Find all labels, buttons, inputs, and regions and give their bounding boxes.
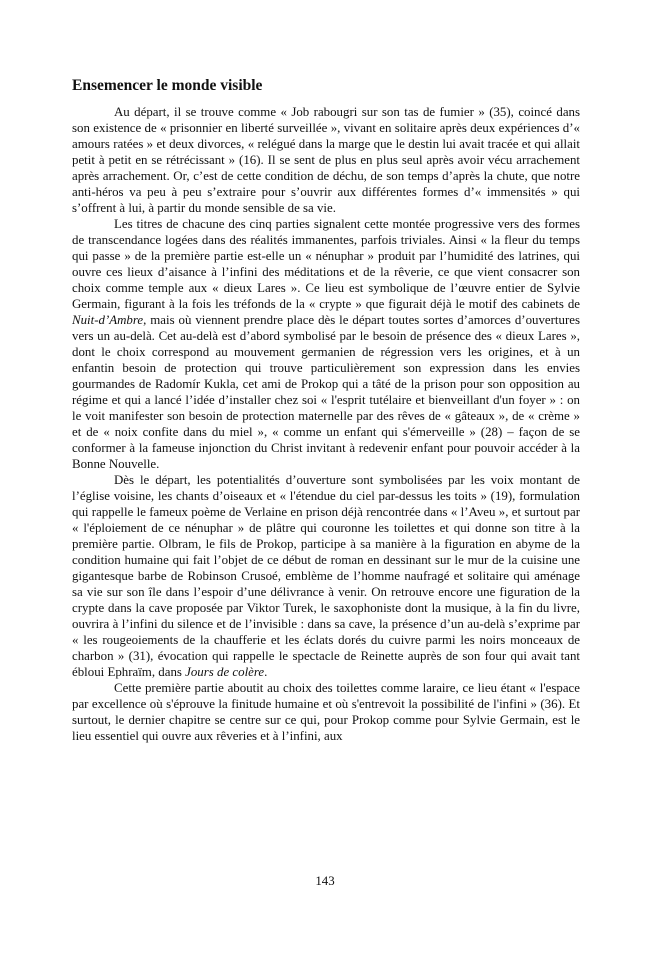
page-body (72, 76, 580, 744)
paragraph-3-text-a: Dès le départ, les potentialités d’ouverture sont symbolisées par les voix montant de l’église voisine, les chants d’oiseaux et « l'étendue du ciel par-dessus les toits » (19), formulation qui rappelle le fameux poème de Verlaine en prison déjà rencontrée dans « l’Aveu », et surtout par « l'éploiement de ce nénuphar » de plâtre qui couronne les toilettes et qui donne son titre à la première partie. Olbram, le fils de Prokop, participe à sa manière à la figuration en abyme de la condition humaine qui fait l’objet de ce début de roman en dessinant sur le mur de la cuisine une gigantesque barbe de Robinson Crusoé, emblème de l’homme naufragé et solitaire qui aménage sa vie sur son île dans l’espoir d’une délivrance à venir. On retrouve encore une figuration de la crypte dans la cave proposée par Viktor Turek, le saxophoniste dont la musique, à la fin du livre, ouvrira à l’infini du silence et de l’invisible : dans sa cave, la présence d’un au-delà s’exprime par « les rougeoiements de la chaufferie et les éclats dorés du cuivre parmi les noirs monceaux de charbon » (31), évocation qui rappelle le spectacle de Reinette auprès de son four qui avait tant ébloui Ephraïm, dans (72, 473, 580, 679)
paragraph-3 (72, 472, 580, 680)
paragraph-1 (72, 104, 580, 216)
paragraph-3-text-b: . (264, 665, 268, 679)
paragraph-2-text-b: , mais où viennent prendre place dès le départ toutes sortes d’amorces d’ouvertures vers un au-delà. Cet au-delà est d’abord symbolisé par le besoin de présence des « dieux Lares », dont le choix correspond au mouvement germanien de régression vers les origines, et à un enfantin besoin de protection qui trouve particulièrement son expression dans les envies gourmandes de Radomír Kukla, cet ami de Prokop qui a tâté de la prison pour son opposition au régime et qui a lancé l’idée d’installer chez soi « l'esprit tutélaire et bienveillant d'un foyer » : on le voit manifester son besoin de protection maternelle par des rêves de « gâteaux », de « crème » et de « noix confite dans du miel », « comme un enfant qui s'émerveille » (28) – façon de se conformer à la fameuse injonction du Christ invitant à redevenir enfant pour pouvoir accéder à la Bonne Nouvelle. (72, 313, 580, 471)
paragraph-2-text-a: Les titres de chacune des cinq parties signalent cette montée progressive vers des formes de transcendance logées dans des réalités immanentes, parfois triviales. Ainsi « la fleur du temps qui passe » de la première partie est-elle un « nénuphar » produit par l’humidité des latrines, qui ouvre ces lieux d’aisance à l’infini des méditations et de la rêverie, ce que vient consacrer son choix comme temple aux « dieux Lares ». Ce lieu est symbolique de l’œuvre entier de Sylvie Germain, figurant à la fois les tréfonds de la « crypte » que figurait déjà le motif des cabinets de (72, 217, 580, 311)
section-heading: Ensemencer le monde visible (72, 77, 263, 94)
page-number: 143 (315, 874, 335, 888)
paragraph-2 (72, 216, 580, 472)
paragraph-4-text: Cette première partie aboutit au choix des toilettes comme laraire, ce lieu étant « l'espace par excellence où s'éprouve la finitude humaine et où s'entrevoit la possibilité de l'infini » (36). Et surtout, le dernier chapitre se centre sur ce qui, pour Prokop comme pour Sylvie Germain, est le lieu essentiel qui ouvre aux rêveries et à l’infini, aux (72, 681, 580, 743)
paragraph-4 (72, 680, 580, 744)
paragraph-1-text: Au départ, il se trouve comme « Job rabougri sur son tas de fumier » (35), coincé dans son existence de « prisonnier en liberté surveillée », vivant en solitaire après deux expériences d’« amours ratées » et deux divorces, « relégué dans la marge que le destin lui avait tracée et qui allait petit à petit en se rétrécissant » (16). Il se sent de plus en plus seul après avoir vécu arrachement après arrachement. Or, c’est de cette condition de déchu, de son temps d’après la chute, que notre anti-héros va peu à peu s’extraire pour s’ouvrir aux différentes formes d’« immensités » qui s’offrent à lui, à partir du monde sensible de sa vie. (72, 105, 580, 215)
book-title-jours-de-colere: Jours de colère (185, 665, 265, 679)
book-title-nuit-d-ambre: Nuit-d’Ambre (72, 313, 144, 327)
